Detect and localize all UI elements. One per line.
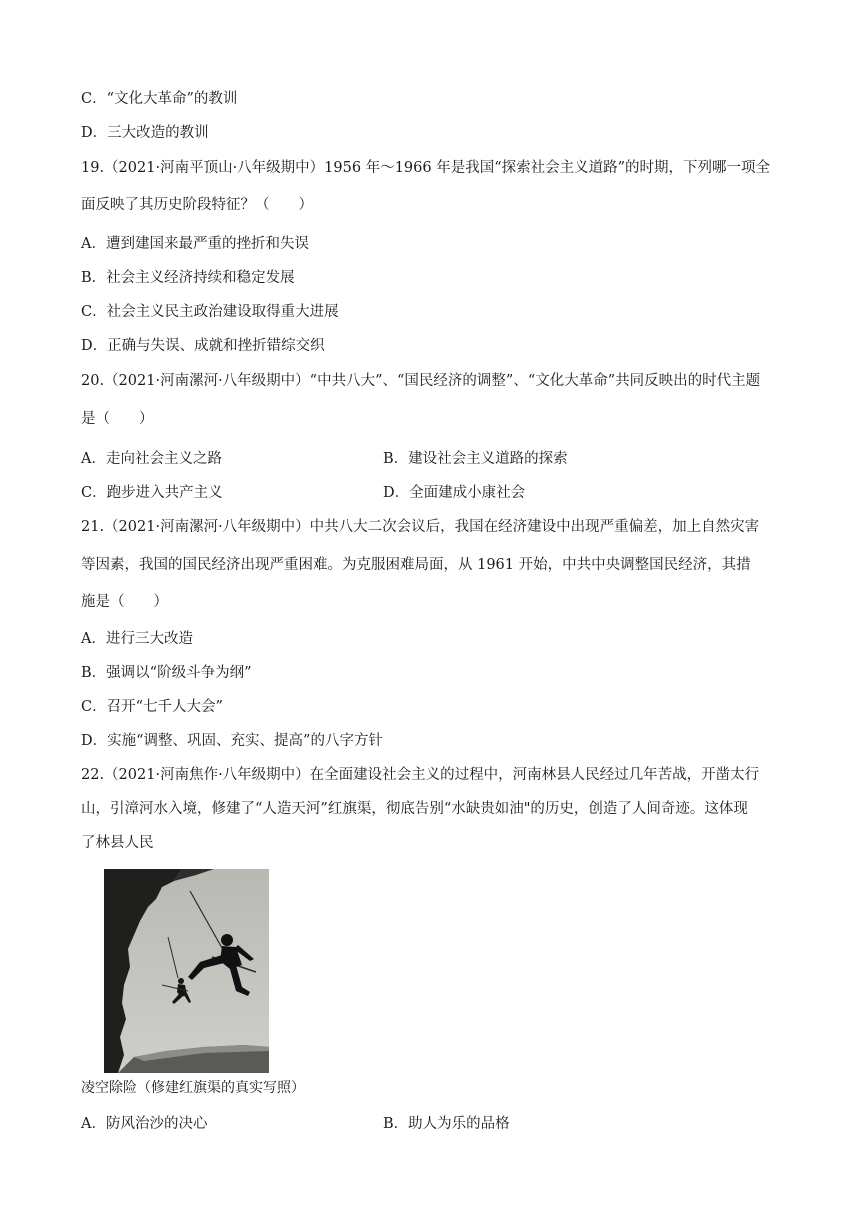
historical-photo (104, 869, 269, 1073)
option-a: A．防风治沙的决心 (81, 1116, 208, 1132)
option-d: D．三大改造的教训 (81, 125, 209, 141)
question-stem-line: 19.（2021·河南平顶山·八年级期中）1956 年～1966 年是我国“探索社会主义道路”的时期，下列哪一项全 (81, 160, 771, 176)
option-c: C．“文化大革命”的教训 (81, 91, 238, 107)
option-d: D．全面建成小康社会 (383, 485, 526, 501)
question-stem-line: 了林县人民 (81, 835, 154, 851)
question-stem-line: 山，引漳河水入境，修建了“人造天河”红旗渠，彻底告别“水缺贵如油"的历史，创造了人间奇迹。这体现 (81, 801, 748, 817)
question-stem-line: 22.（2021·河南焦作·八年级期中）在全面建设社会主义的过程中，河南林县人民经过几年苦战，开凿太行 (81, 767, 760, 783)
option-a: A．进行三大改造 (81, 631, 193, 647)
image-caption: 凌空除险（修建红旗渠的真实写照） (81, 1080, 305, 1096)
option-d: D．实施“调整、巩固、充实、提高”的八字方针 (81, 733, 383, 749)
option-c: C．召开“七千人大会” (81, 699, 223, 715)
option-b: B．助人为乐的品格 (383, 1116, 510, 1132)
question-stem-line: 面反映了其历史阶段特征？（ ） (81, 197, 313, 213)
option-c: C．跑步进入共产主义 (81, 485, 223, 501)
option-b: B．社会主义经济持续和稳定发展 (81, 270, 295, 286)
option-d: D．正确与失误、成就和挫折错综交织 (81, 338, 325, 354)
question-stem-line: 20.（2021·河南漯河·八年级期中）“中共八大”、“国民经济的调整”、“文化大革命”共同反映出的时代主题 (81, 373, 761, 389)
option-c: C．社会主义民主政治建设取得重大进展 (81, 304, 339, 320)
question-stem-line: 是（ ） (81, 411, 154, 427)
option-b: B．强调以“阶级斗争为纲” (81, 665, 252, 681)
question-stem-line: 21.（2021·河南漯河·八年级期中）中共八大二次会议后，我国在经济建设中出现严重偏差，加上自然灾害 (81, 519, 760, 535)
question-stem-line: 施是（ ） (81, 594, 168, 610)
option-a: A．遭到建国来最严重的挫折和失误 (81, 236, 309, 252)
option-a: A．走向社会主义之路 (81, 451, 222, 467)
question-stem-line: 等因素，我国的国民经济出现严重困难。为克服困难局面，从 1961 开始，中共中央调整国民经济，其措 (81, 557, 751, 573)
option-b: B．建设社会主义道路的探索 (383, 451, 568, 467)
